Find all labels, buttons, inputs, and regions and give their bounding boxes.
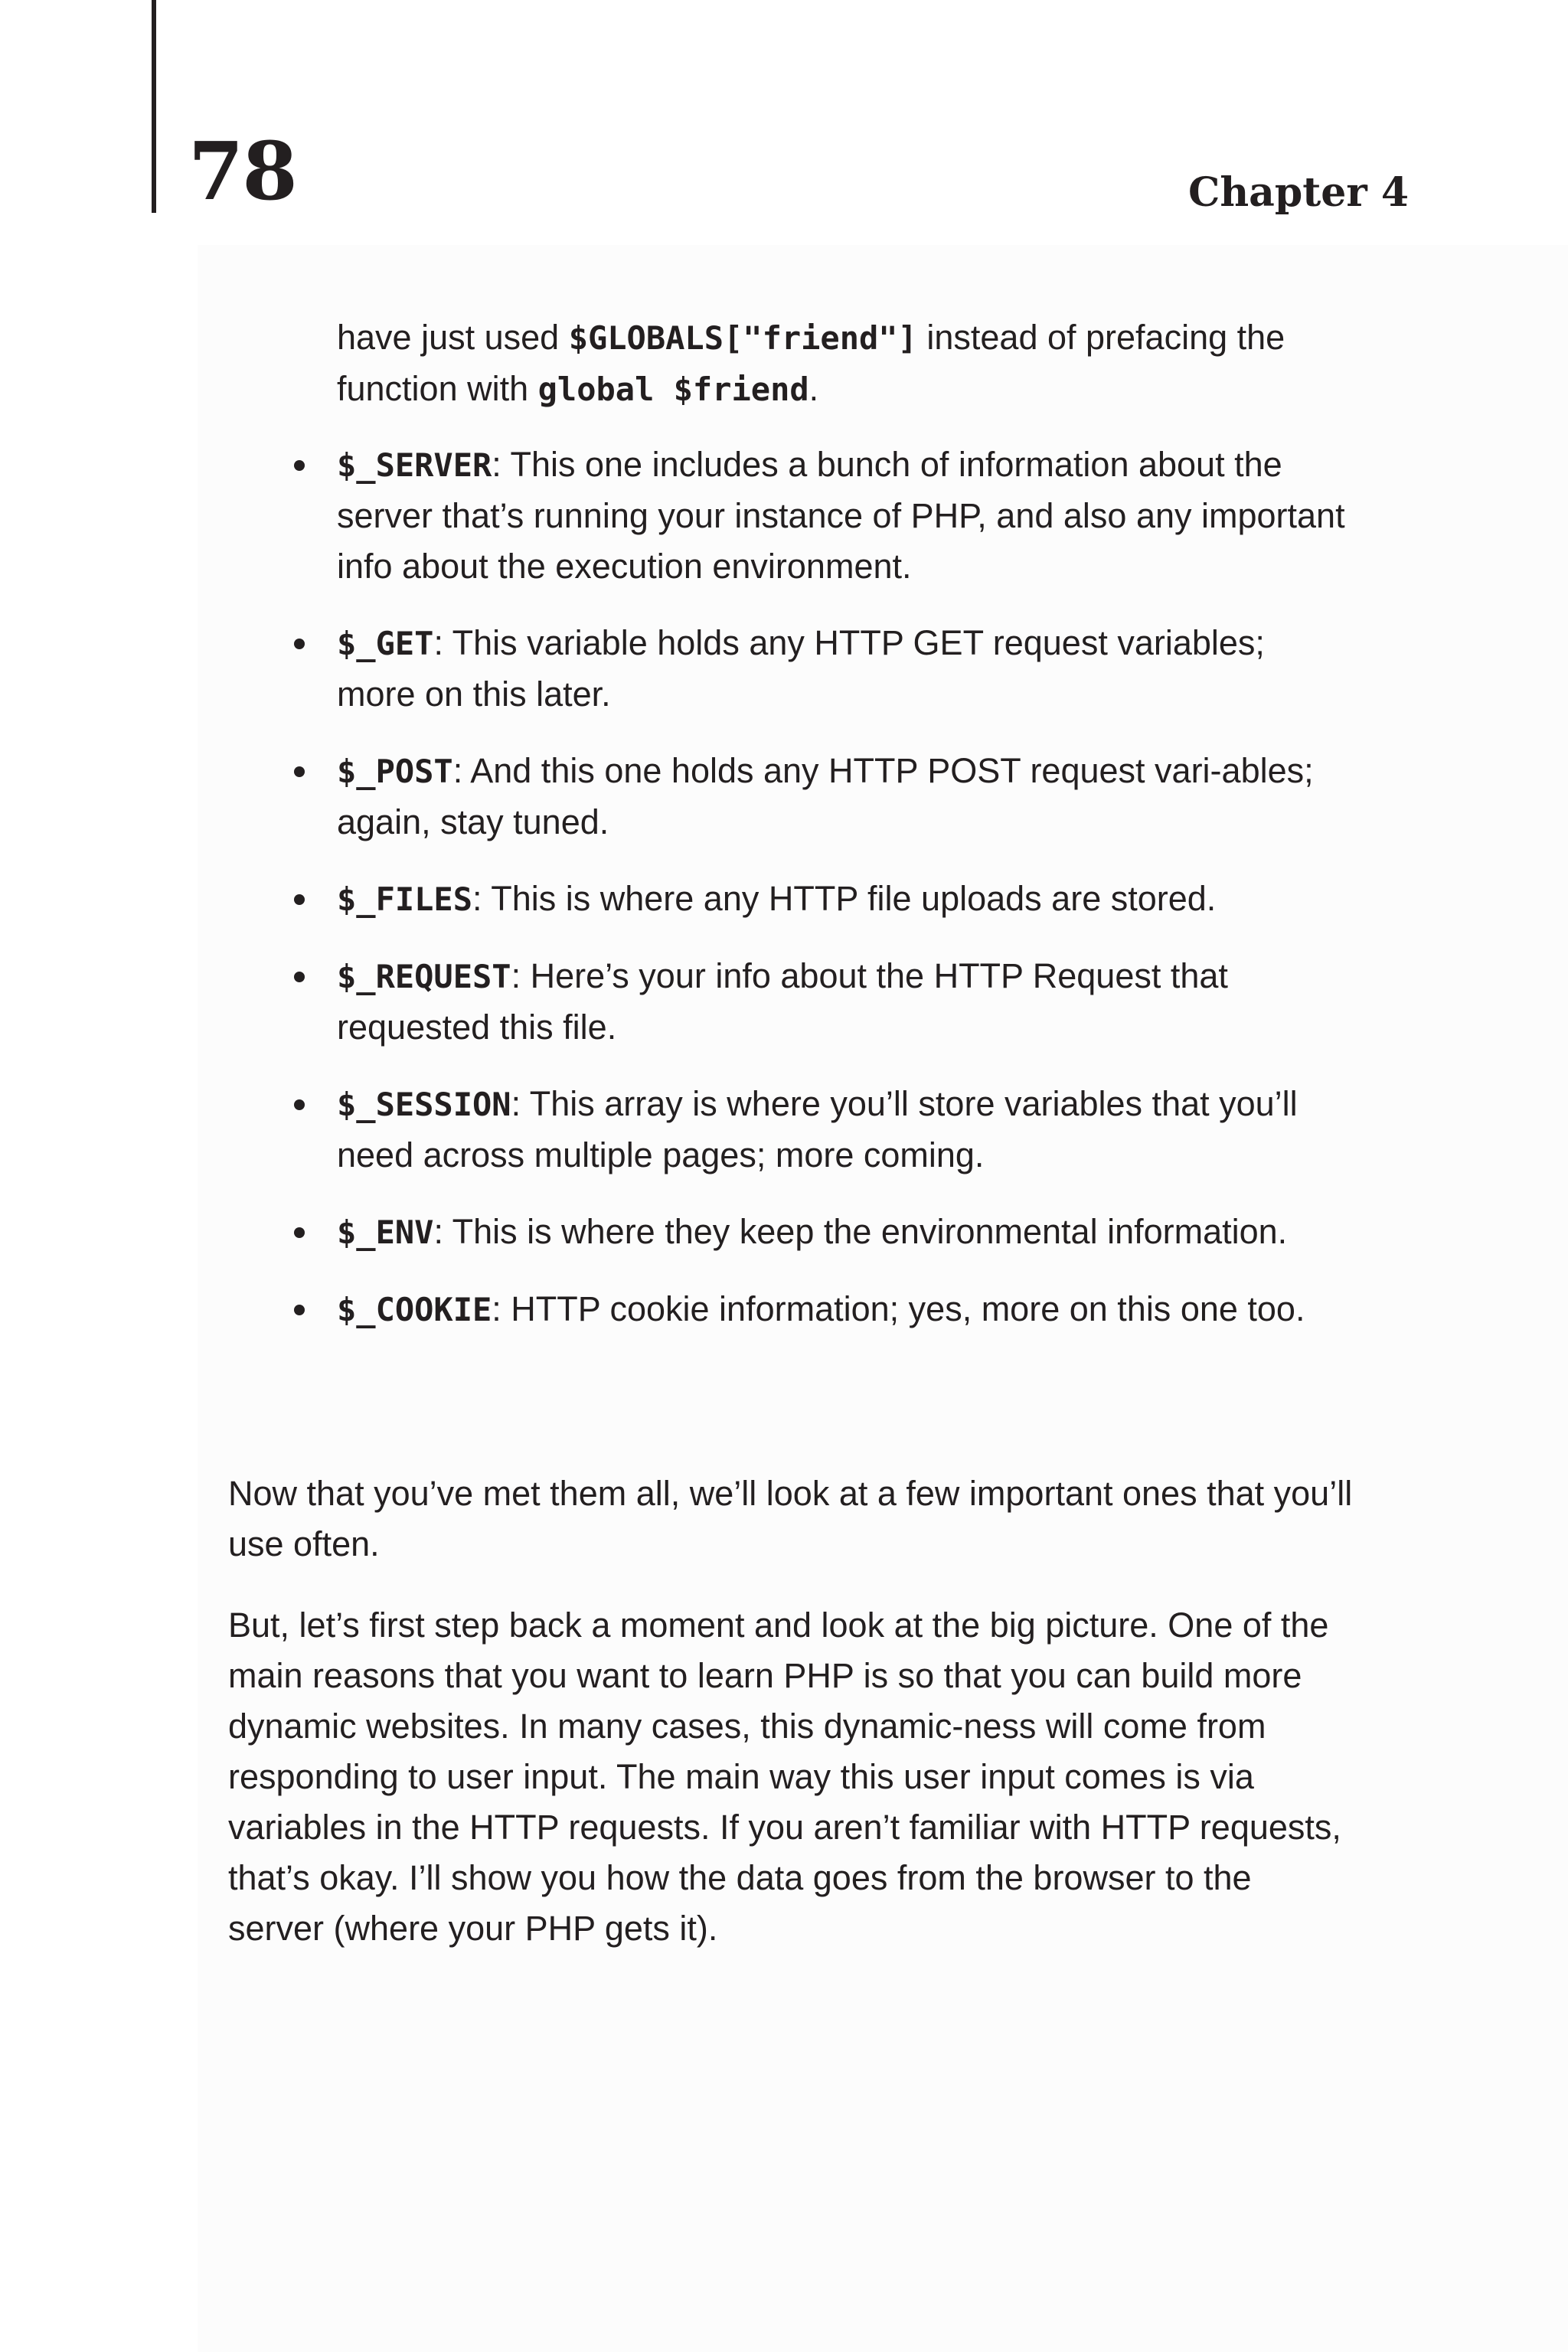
bullet-item-env: [294, 1207, 1351, 1258]
bullet-dot-icon: [294, 460, 305, 471]
bullet-code: $_SESSION: [337, 1086, 511, 1123]
continued-bullet-text: [337, 312, 1378, 415]
bullet-dot-icon: [294, 639, 305, 649]
bullet-description: : This one includes a bunch of information about the server that’s running your instance of PHP, and also any important info about the execution environment.: [337, 445, 1345, 586]
bullet-item-cookie: [294, 1284, 1351, 1335]
bullet-item-post: [294, 746, 1351, 848]
continued-text-segment: .: [808, 369, 819, 408]
bullet-dot-icon: [294, 972, 305, 982]
bullet-code: $_FILES: [337, 880, 473, 918]
bullet-description: : This array is where you’ll store variables that you’ll need across multiple pages; more coming.: [337, 1084, 1298, 1174]
chapter-label: Chapter 4: [1187, 169, 1409, 216]
bullet-item-get: [294, 618, 1351, 720]
bullet-description: : Here’s your info about the HTTP Request that requested this file.: [337, 956, 1228, 1047]
bullet-dot-icon: [294, 1305, 305, 1315]
bullet-description: : This is where any HTTP file uploads are stored.: [472, 879, 1217, 918]
bullet-code: $_SERVER: [337, 446, 492, 484]
bullet-description: : This variable holds any HTTP GET request variables; more on this later.: [337, 623, 1265, 714]
bullet-description: : This is where they keep the environmental information.: [433, 1212, 1288, 1251]
bullet-code: $_COOKIE: [337, 1291, 492, 1328]
bullet-item-files: [294, 874, 1351, 925]
header-vertical-rule: [152, 0, 156, 213]
bullet-description: : HTTP cookie information; yes, more on this one too.: [492, 1289, 1305, 1328]
bullet-item-request: [294, 951, 1351, 1053]
bullet-code: $_GET: [337, 625, 434, 662]
body-paragraph-2: But, let’s first step back a moment and look at the big picture. One of the main reasons that you want to learn PHP is so that you can build more dynamic websites. In many cases, this dynamic-ness will come from responding to user input. The main way this user input comes is via variables in the HTTP requests. If you aren’t familiar with HTTP requests, that’s okay. I’ll show you how the data goes from the browser to the server (where your PHP gets it).: [228, 1606, 1341, 1948]
superglobals-bullet-list: [294, 439, 1351, 1361]
continued-text-segment: have just used: [337, 318, 569, 357]
bullet-code: $_REQUEST: [337, 958, 511, 995]
body-paragraph-1: Now that you’ve met them all, we’ll look at a few important ones that you’ll use often.: [228, 1474, 1353, 1563]
bullet-description: : And this one holds any HTTP POST request vari-ables; again, stay tuned.: [337, 751, 1314, 841]
continued-text-segment: instead of prefacing the function with: [337, 318, 1285, 408]
bullet-code: $_POST: [337, 753, 453, 790]
bullet-dot-icon: [294, 894, 305, 905]
code-global-friend: global $friend: [537, 371, 809, 408]
bullet-dot-icon: [294, 1099, 305, 1110]
bullet-item-server: [294, 439, 1351, 592]
bullet-dot-icon: [294, 1227, 305, 1238]
bullet-dot-icon: [294, 766, 305, 777]
bullet-code: $_ENV: [337, 1214, 434, 1251]
page-number: 78: [188, 124, 296, 218]
code-globals-friend: $GLOBALS["friend"]: [568, 319, 917, 357]
bullet-item-session: [294, 1079, 1351, 1181]
